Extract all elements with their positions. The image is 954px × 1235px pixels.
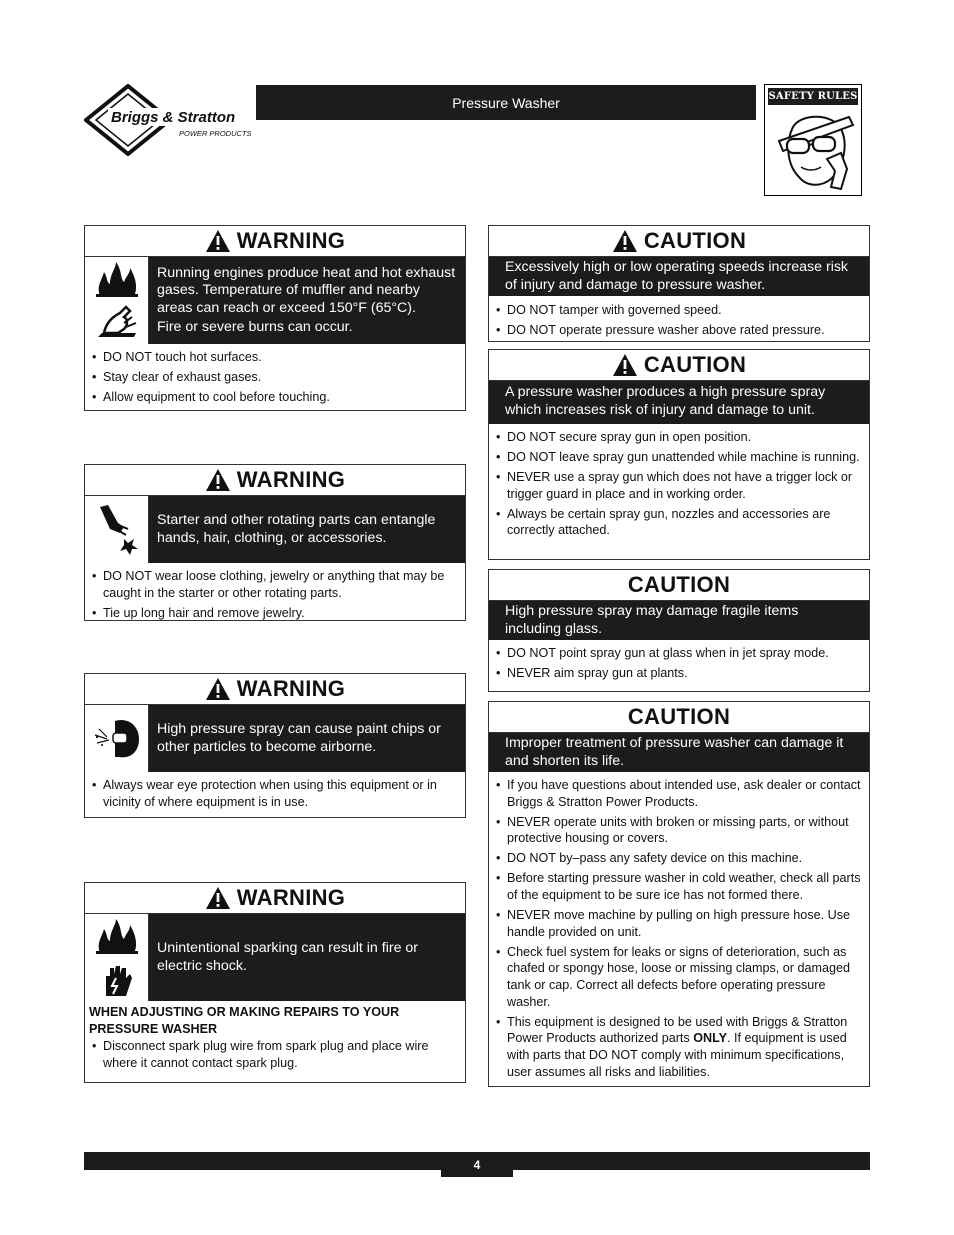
alert-triangle-icon bbox=[205, 886, 231, 910]
caution-header bbox=[489, 702, 869, 733]
list-item: • Before starting pressure washer in cold weather, check all parts of the equipment to be sure ice has not formed there. bbox=[493, 870, 867, 903]
hazard-consequence: Fire or severe burns can occur. bbox=[157, 319, 353, 335]
hazard-statement bbox=[489, 601, 869, 640]
alert-triangle-icon bbox=[612, 353, 638, 377]
list-item: • DO NOT secure spray gun in open position. bbox=[493, 429, 865, 446]
warning-title: WARNING bbox=[236, 885, 346, 910]
list-item: • DO NOT by–pass any safety device on this machine. bbox=[493, 850, 867, 867]
list-item: • NEVER aim spray gun at plants. bbox=[493, 665, 865, 682]
precaution-list bbox=[489, 772, 869, 1088]
safety-rules-badge bbox=[764, 84, 862, 196]
brand-logo bbox=[84, 84, 254, 156]
warning-header bbox=[85, 465, 465, 496]
list-item: • DO NOT tamper with governed speed. bbox=[493, 302, 865, 319]
warning-box-airborne-particles bbox=[84, 673, 466, 818]
hazard-statement bbox=[85, 914, 465, 1001]
hazard-icons bbox=[85, 914, 149, 1001]
hazard-description: Starter and other rotating parts can entangle hands, hair, clothing, or accessories. bbox=[157, 512, 436, 546]
caution-header bbox=[489, 226, 869, 257]
hazard-statement bbox=[85, 705, 465, 772]
warning-title: WARNING bbox=[236, 228, 346, 253]
caution-title: CAUTION bbox=[627, 572, 731, 597]
hazard-description: High pressure spray may damage fragile items including glass. bbox=[505, 603, 799, 637]
electric-shock-icon bbox=[94, 960, 140, 998]
fire-icon bbox=[94, 917, 140, 955]
warning-title: WARNING bbox=[236, 467, 346, 492]
list-item: • Always wear eye protection when using this equipment or in vicinity of where equipment is in use. bbox=[89, 777, 461, 810]
safety-rules-label: SAFETY RULES bbox=[768, 88, 858, 105]
hazard-description: Improper treatment of pressure washer can damage it and shorten its life. bbox=[505, 735, 844, 769]
hazard-statement bbox=[85, 257, 465, 344]
warning-title: WARNING bbox=[236, 676, 346, 701]
precaution-list bbox=[489, 424, 869, 547]
document-title: Pressure Washer bbox=[452, 94, 560, 111]
header-title-bar bbox=[256, 85, 756, 120]
brand-subtitle: POWER PRODUCTS bbox=[179, 129, 252, 138]
page-number: 4 bbox=[441, 1152, 513, 1177]
list-item: • Disconnect spark plug wire from spark plug and place wire where it cannot contact spark plug. bbox=[89, 1038, 461, 1071]
warning-header bbox=[85, 883, 465, 914]
alert-triangle-icon bbox=[205, 468, 231, 492]
safety-goggles-person-icon bbox=[771, 107, 857, 193]
list-item: • NEVER operate units with broken or missing parts, or without protective housing or covers. bbox=[493, 814, 867, 847]
caution-title: CAUTION bbox=[643, 352, 747, 377]
list-item: • Stay clear of exhaust gases. bbox=[89, 369, 461, 386]
warning-box-hot-surfaces bbox=[84, 225, 466, 411]
list-item: • If you have questions about intended use, ask dealer or contact Briggs & Stratton Power Products. bbox=[493, 777, 867, 810]
precaution-list bbox=[85, 772, 465, 818]
alert-triangle-icon bbox=[205, 677, 231, 701]
hazard-description: Running engines produce heat and hot exhaust gases. Temperature of muffler and nearby areas can reach or exceed 150°F (65°C). bbox=[157, 264, 456, 316]
fire-icon bbox=[94, 260, 140, 298]
hazard-statement bbox=[85, 496, 465, 563]
caution-box-operating-speed bbox=[488, 225, 870, 342]
caution-title: CAUTION bbox=[643, 228, 747, 253]
precaution-list bbox=[489, 640, 869, 689]
hazard-description: A pressure washer produces a high pressure spray which increases risk of injury and damage to unit. bbox=[505, 384, 826, 418]
hazard-description: Excessively high or low operating speeds increase risk of injury and damage to pressure washer. bbox=[505, 259, 849, 293]
emphasis-only: ONLY bbox=[693, 1031, 728, 1046]
eye-protection-icon bbox=[93, 717, 141, 761]
precaution-list bbox=[85, 563, 465, 629]
caution-title: CAUTION bbox=[627, 704, 731, 729]
list-item: • DO NOT point spray gun at glass when in jet spray mode. bbox=[493, 645, 865, 662]
list-item: • Check fuel system for leaks or signs of deterioration, such as chafed or spongy hose, loose or missing clamps, or damaged tank or cap. Correct all defects before operating pressure washer. bbox=[493, 944, 867, 1010]
list-item: • DO NOT operate pressure washer above rated pressure. bbox=[493, 322, 865, 339]
list-item-text: . If equipment is used with parts that DO NOT comply with minimum specifications, user assumes all risks and liabilities. bbox=[507, 1031, 847, 1079]
alert-triangle-icon bbox=[205, 229, 231, 253]
list-item: • NEVER move machine by pulling on high pressure hose. Use handle provided on unit. bbox=[493, 907, 867, 940]
hazard-icons bbox=[85, 257, 149, 344]
precaution-list bbox=[85, 344, 465, 413]
warning-box-sparking bbox=[84, 882, 466, 1083]
hazard-statement bbox=[489, 257, 869, 296]
hazard-icons bbox=[85, 496, 149, 563]
caution-box-improper-treatment bbox=[488, 701, 870, 1087]
caution-box-fragile-items bbox=[488, 569, 870, 692]
entanglement-icon bbox=[94, 503, 140, 557]
list-item-text: This equipment is designed to be used with Briggs & Stratton Power Products authorized parts bbox=[507, 1014, 848, 1046]
precaution-list bbox=[489, 296, 869, 346]
list-item: • DO NOT touch hot surfaces. bbox=[89, 349, 461, 366]
hazard-description: Unintentional sparking can result in fire or electric shock. bbox=[157, 940, 419, 974]
list-item: • Tie up long hair and remove jewelry. bbox=[89, 605, 461, 622]
hot-surface-icon bbox=[94, 303, 140, 341]
list-item: • NEVER use a spray gun which does not have a trigger lock or trigger guard in place and in working order. bbox=[493, 469, 865, 502]
list-item: • Always be certain spray gun, nozzles and accessories are correctly attached. bbox=[493, 506, 865, 539]
list-item: • DO NOT leave spray gun unattended while machine is running. bbox=[493, 449, 865, 466]
warning-header bbox=[85, 674, 465, 705]
warning-header bbox=[85, 226, 465, 257]
hazard-statement bbox=[489, 733, 869, 772]
hazard-statement bbox=[489, 381, 869, 424]
caution-box-high-pressure-spray bbox=[488, 349, 870, 560]
list-item: • Allow equipment to cool before touching. bbox=[89, 389, 461, 406]
section-subheading: WHEN ADJUSTING OR MAKING REPAIRS TO YOUR PRESSURE WASHER bbox=[89, 1005, 400, 1036]
precaution-list bbox=[85, 1037, 465, 1079]
caution-header bbox=[489, 570, 869, 601]
hazard-description: High pressure spray can cause paint chips or other particles to become airborne. bbox=[157, 721, 441, 755]
hazard-icons bbox=[85, 705, 149, 772]
list-item: • DO NOT wear loose clothing, jewelry or anything that may be caught in the starter or other rotating parts. bbox=[89, 568, 461, 601]
alert-triangle-icon bbox=[612, 229, 638, 253]
caution-header bbox=[489, 350, 869, 381]
brand-name: Briggs & Stratton bbox=[111, 109, 236, 126]
warning-box-entanglement bbox=[84, 464, 466, 621]
list-item bbox=[493, 1014, 867, 1080]
